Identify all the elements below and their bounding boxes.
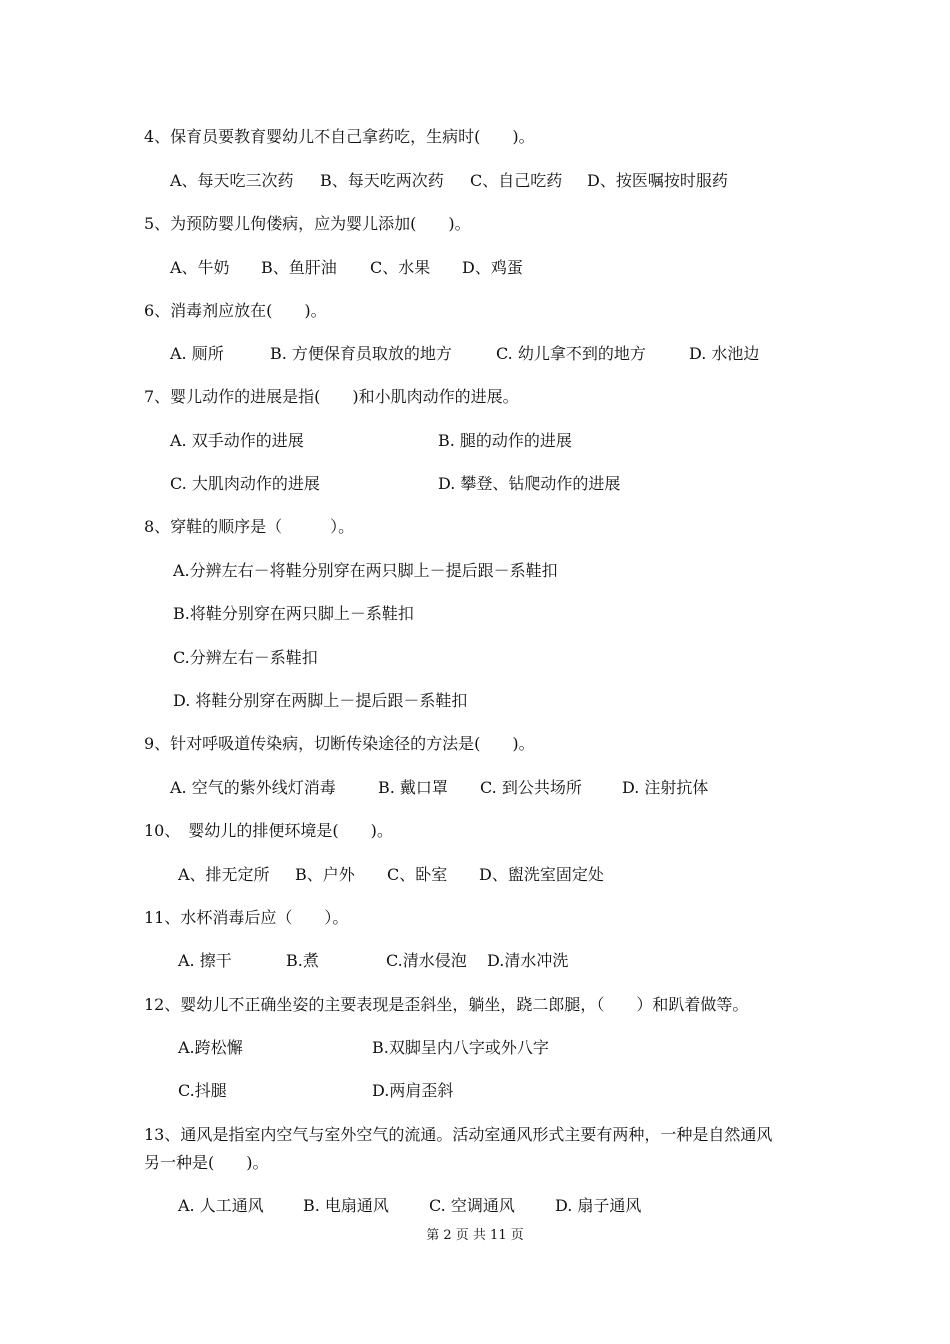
question-8-option-a: A.分辨左右－将鞋分别穿在两只脚上－提后跟－系鞋扣 (173, 561, 558, 580)
question-8-option-d: D. 将鞋分别穿在两脚上－提后跟－系鞋扣 (173, 691, 468, 710)
question-8-stem: 8、穿鞋的顺序是（ ）。 (144, 517, 355, 536)
question-9-stem: 9、针对呼吸道传染病，切断传染途径的方法是( )。 (144, 734, 535, 753)
question-10-option-b: B、户外 (295, 865, 355, 884)
question-8-option-b: B.将鞋分别穿在两只脚上－系鞋扣 (173, 604, 414, 623)
question-6-option-a: A. 厕所 (170, 344, 224, 363)
question-7-option-b: B. 腿的动作的进展 (438, 431, 572, 450)
question-9-option-b: B. 戴口罩 (378, 778, 448, 797)
question-10-option-d: D、盥洗室固定处 (479, 865, 604, 884)
question-9-option-a: A. 空气的紫外线灯消毒 (170, 778, 336, 797)
question-5-stem: 5、为预防婴儿佝偻病，应为婴儿添加( )。 (144, 214, 471, 233)
question-5-option-c: C、水果 (370, 258, 431, 277)
question-6-option-c: C. 幼儿拿不到的地方 (496, 344, 646, 363)
question-11-option-c: C.清水侵泡 (386, 951, 467, 970)
page-number-footer: 第 2 页 共 11 页 (426, 1228, 524, 1243)
question-7-option-d: D. 攀登、钻爬动作的进展 (438, 474, 621, 493)
question-7-option-c: C. 大肌肉动作的进展 (170, 474, 320, 493)
question-13-option-c: C. 空调通风 (429, 1196, 515, 1215)
question-11-option-d: D.清水冲洗 (487, 951, 569, 970)
question-6-stem: 6、消毒剂应放在( )。 (144, 301, 327, 320)
question-10-stem: 10、 婴幼儿的排便环境是( )。 (144, 821, 393, 840)
question-13-stem-line-2: 另一种是( )。 (144, 1153, 269, 1172)
question-6-option-d: D. 水池边 (689, 344, 760, 363)
question-12-option-a: A.跨松懈 (178, 1038, 243, 1057)
question-8-option-c: C.分辨左右－系鞋扣 (173, 648, 318, 667)
question-11-stem: 11、水杯消毒后应（ ）。 (144, 908, 349, 927)
question-11-option-a: A. 擦干 (178, 951, 232, 970)
question-4-option-a: A、每天吃三次药 (170, 171, 294, 190)
question-11-option-b: B.煮 (286, 951, 319, 970)
question-4-option-d: D、按医嘱按时服药 (587, 171, 728, 190)
question-12-option-d: D.两肩歪斜 (372, 1081, 454, 1100)
question-9-option-d: D. 注射抗体 (622, 778, 709, 797)
question-5-option-b: B、鱼肝油 (261, 258, 337, 277)
question-5-option-d: D、鸡蛋 (462, 258, 523, 277)
question-13-option-d: D. 扇子通风 (555, 1196, 642, 1215)
question-10-option-a: A、排无定所 (178, 865, 270, 884)
question-5-option-a: A、牛奶 (170, 258, 230, 277)
question-6-option-b: B. 方便保育员取放的地方 (270, 344, 452, 363)
question-12-option-c: C.抖腿 (178, 1081, 227, 1100)
question-12-stem: 12、婴幼儿不正确坐姿的主要表现是歪斜坐，躺坐，跷二郎腿，（ ）和趴着做等。 (144, 995, 749, 1014)
question-4-option-c: C、自己吃药 (470, 171, 563, 190)
question-13-option-b: B. 电扇通风 (303, 1196, 389, 1215)
question-9-option-c: C. 到公共场所 (480, 778, 582, 797)
question-7-stem: 7、婴儿动作的进展是指( )和小肌肉动作的进展。 (144, 387, 519, 406)
question-10-option-c: C、卧室 (387, 865, 448, 884)
question-13-option-a: A. 人工通风 (178, 1196, 264, 1215)
question-13-stem-line-1: 13、通风是指室内空气与室外空气的流通。活动室通风形式主要有两种，一种是自然通风 (144, 1125, 773, 1144)
question-12-option-b: B.双脚呈内八字或外八字 (372, 1038, 549, 1057)
question-4-option-b: B、每天吃两次药 (320, 171, 444, 190)
question-7-option-a: A. 双手动作的进展 (170, 431, 304, 450)
question-4-stem: 4、保育员要教育婴幼儿不自己拿药吃，生病时( )。 (144, 127, 535, 146)
